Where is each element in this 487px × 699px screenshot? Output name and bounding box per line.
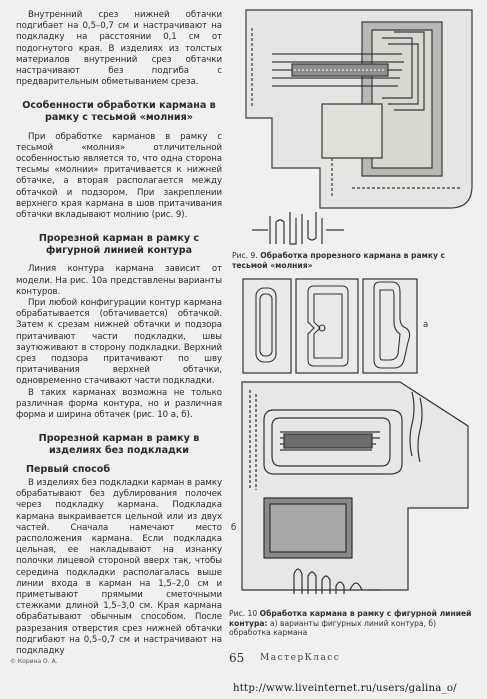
figure-10b-label: б [231, 523, 237, 533]
section-heading-figured: Прорезной карман в рамку с фигурной линией контура [38, 233, 200, 256]
figure-10a-contour-variants [242, 278, 418, 374]
figure-9-caption-title: Обработка прорезного кармана в рамку с тесьмой «молния» [232, 251, 446, 270]
zipper-paragraph: При обработке карманов в рамку с тесьмой «молния» отличительной особенностью является то, что одна сторона тесьмы «молнии» притачивается к нижней обтачке, а вторая располагается между обтачкой и подзором. При закреплении верхнего края кармана в шов притачивания обтачки вкладывают молнию (рис. 9). [16, 131, 222, 221]
footer-copyright: © Корина О. А. [10, 658, 58, 665]
section-heading-zipper: Особенности обработки кармана в рамку с тесьмой «молния» [22, 100, 216, 124]
figure-10-caption-title: Обработка кармана в рамку с фигурной линией контура: [229, 609, 472, 628]
figured-paragraph-1: Линия контура кармана зависит от модели. На рис. 10а представлены варианты контуров. [16, 264, 222, 297]
figure-9-caption [232, 251, 482, 270]
figure-10a-label: а [423, 320, 429, 330]
source-url: http://www.liveinternet.ru/users/galina_o/ [233, 683, 457, 694]
figure-10-caption [229, 609, 474, 638]
figure-9-zipper-pocket-diagram [232, 8, 482, 248]
figured-paragraph-2: При любой конфигурации контур кармана обрабатывается (обтачивается) обтачкой. Затем к срезам нижней обтачки и подзора притачивают части подкладки, швы заутюживают в сторону подкладки. Верхний срез подзора притачивают по шву притачивания верхней обтачки, одновременно стачивают части подкладки. [16, 298, 222, 387]
subheading-first-method: Первый способ [26, 464, 111, 476]
text-column [16, 10, 222, 657]
figured-paragraph-3: В таких карманах возможна не только различная форма контура, но и различная форма и ширина обтачек (рис. 10 а, б). [16, 387, 222, 421]
figure-10b-pocket-processing [240, 380, 472, 606]
unlined-paragraph: В изделиях без подкладки карман в рамку обрабатывают без дублирования полочек через подкладку кармана. Подкладка кармана выкраивается цельной или из двух частей. Сначала намечают место расположения кармана. Если подкладка цельная, ее накладывают на изнанку полочки лицевой стороной вверх так, чтобы середина подкладки располагалась выше линии входа в карман на 1,5–2,0 см и приметывают прямыми сметочными стежками длиной 1,5–3,0 см. Края кармана обрабатывают обычным способом. После разрезания отверстия срез нижней обтачки подгибают на 0,5–0,7 см и настрачивают на подкладку [16, 478, 222, 657]
figure-10-caption-rest: а) варианты фигурных линий контура, б) обработка кармана [229, 618, 437, 638]
page-number: 65 [229, 651, 245, 665]
section-heading-unlined: Прорезной карман в рамку в изделиях без подкладки [38, 433, 200, 456]
magazine-name: МастерКласс [260, 653, 341, 663]
page-footer [0, 650, 487, 670]
figure-9-caption-prefix: Рис. 9. [232, 251, 258, 260]
figure-10-caption-prefix: Рис. 10 [229, 609, 258, 618]
intro-paragraph: Внутренний срез нижней обтачки подгибает на 0,5–0,7 см и настрачивают на подкладку на расстоянии 0,1 см от подогнутого края. В изделиях из толстых материалов внутренний срез обтачки настрачивают без подгиба с предварительным обметыванием среза. [16, 10, 222, 88]
